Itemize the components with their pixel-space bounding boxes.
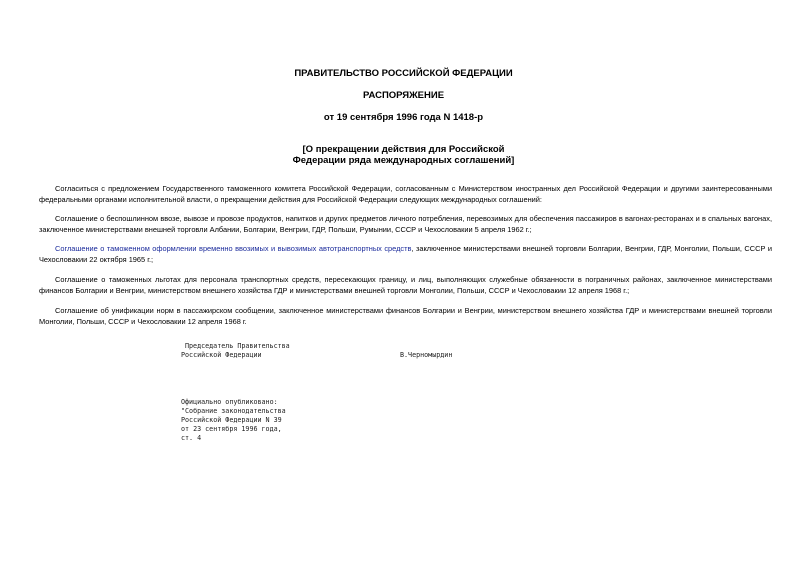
document-type: РАСПОРЯЖЕНИЕ xyxy=(362,90,445,101)
paragraph-text: Соглашение об унификации норм в пассажирском сообщении, заключенное министерствами финансов Болгарии и Венгрии, министерством внешнего хозяйства ГДР и министерствами внешней торговли Монголии, Польши, СССР и Чехословакии 12 апреля 1968 г. xyxy=(39,306,772,327)
signature-title-line-2: Российской Федерации xyxy=(181,351,262,359)
published-line-4: от 23 сентября 1996 года, xyxy=(181,425,282,433)
document-title-line-2: Федерации ряда международных соглашений] xyxy=(292,155,515,166)
signature-name: В.Черномырдин xyxy=(400,351,453,359)
published-line-2: "Собрание законодательства xyxy=(181,407,286,415)
paragraph-agreement-1968-customs xyxy=(39,274,772,297)
published-line-5: ст. 4 xyxy=(181,434,202,442)
paragraph-text: Соглашение о беспошлинном ввозе, вывозе и провозе продуктов, напитков и других предметов личного потребления, перевозимых для обеспечения пассажиров в вагонах-ресторанах и в спальных вагонах, заключенное министерствами внешней торговли Албании, Болгарии, Венгрии, ГДР, Польши, Румынии, СССР и Чехословакии 5 апреля 1962 г.; xyxy=(39,214,772,235)
document-title-line-1: [О прекращении действия для Российской xyxy=(302,144,505,155)
signature-title-line-1: Председатель Правительства xyxy=(185,342,290,350)
document-date: от 19 сентября 1996 года N 1418-р xyxy=(323,112,484,123)
agreement-link[interactable]: Соглашение о таможенном оформлении временно ввозимых и вывозимых автотранспортных средств xyxy=(55,244,412,253)
paragraph-text: Согласиться с предложением Государственного таможенного комитета Российской Федерации, согласованным с Министерством иностранных дел Российской Федерации и другими заинтересованными федеральными органами исполнительной власти, о прекращении действия для Российской Федерации следующих международных соглашений: xyxy=(39,184,772,205)
paragraph-agreement-1965 xyxy=(39,243,772,266)
published-line-1: Официально опубликовано: xyxy=(181,398,278,406)
paragraph-text: , заключенное министерствами внешней торговли Болгарии, Венгрии, ГДР, Монголии, Польши, СССР и Чехословакии 22 октября 1965 г.; xyxy=(39,244,772,265)
paragraph-text: Соглашение о таможенных льготах для персонала транспортных средств, пересекающих границу, и лиц, выполняющих служебные обязанности в пограничных районах, заключенное министерствами финансов Болгарии и Венгрии, министерством внешнего хозяйства ГДР и министерствами внешней торговли Монголии, Польши, СССР и Чехословакии 12 апреля 1968 г.; xyxy=(39,275,772,296)
published-line-3: Российской Федерации N 39 xyxy=(181,416,282,424)
paragraph-agreement-1962 xyxy=(39,213,772,236)
paragraph-intro xyxy=(39,183,772,206)
paragraph-agreement-1968-passenger xyxy=(39,305,772,328)
government-heading: ПРАВИТЕЛЬСТВО РОССИЙСКОЙ ФЕДЕРАЦИИ xyxy=(294,68,513,79)
